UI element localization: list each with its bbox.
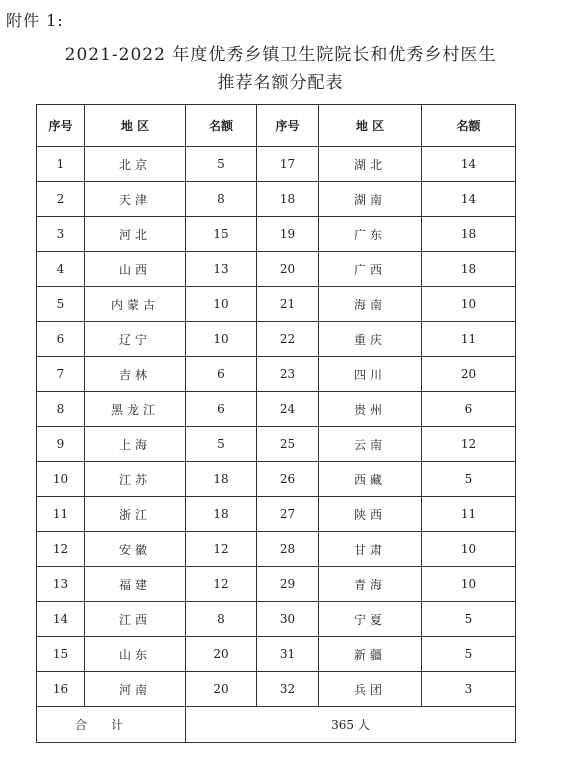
quota-value: 6 xyxy=(186,392,257,427)
quota-value: 12 xyxy=(186,567,257,602)
quota-value: 20 xyxy=(422,357,516,392)
quota-value: 8 xyxy=(186,182,257,217)
quota-value: 5 xyxy=(422,602,516,637)
total-label: 合计 xyxy=(37,707,186,743)
row-index: 3 xyxy=(37,217,85,252)
region-name: 贵州 xyxy=(319,392,422,427)
quota-value: 18 xyxy=(422,252,516,287)
region-name: 吉林 xyxy=(85,357,186,392)
table-row xyxy=(37,147,516,182)
row-index: 11 xyxy=(37,497,85,532)
region-name: 湖南 xyxy=(319,182,422,217)
total-value: 365 人 xyxy=(186,707,516,743)
row-index: 12 xyxy=(37,532,85,567)
region-name: 海南 xyxy=(319,287,422,322)
quota-value: 11 xyxy=(422,497,516,532)
table-row xyxy=(37,672,516,707)
quota-value: 14 xyxy=(422,182,516,217)
row-index: 16 xyxy=(37,672,85,707)
table-row xyxy=(37,217,516,252)
row-index: 22 xyxy=(257,322,319,357)
table-header-row xyxy=(37,105,516,147)
row-index: 17 xyxy=(257,147,319,182)
row-index: 9 xyxy=(37,427,85,462)
region-name: 河北 xyxy=(85,217,186,252)
header-index: 序号 xyxy=(257,105,319,147)
quota-value: 10 xyxy=(422,567,516,602)
region-name: 陕西 xyxy=(319,497,422,532)
region-name: 内蒙古 xyxy=(85,287,186,322)
quota-value: 10 xyxy=(186,322,257,357)
quota-value: 5 xyxy=(186,147,257,182)
quota-value: 10 xyxy=(186,287,257,322)
row-index: 24 xyxy=(257,392,319,427)
quota-value: 6 xyxy=(422,392,516,427)
region-name: 浙江 xyxy=(85,497,186,532)
row-index: 21 xyxy=(257,287,319,322)
row-index: 23 xyxy=(257,357,319,392)
region-name: 广西 xyxy=(319,252,422,287)
row-index: 6 xyxy=(37,322,85,357)
row-index: 13 xyxy=(37,567,85,602)
row-index: 25 xyxy=(257,427,319,462)
quota-value: 5 xyxy=(422,462,516,497)
region-name: 兵团 xyxy=(319,672,422,707)
document-title: 2021-2022 年度优秀乡镇卫生院院长和优秀乡村医生 xyxy=(64,45,497,65)
quota-value: 10 xyxy=(422,287,516,322)
header-region: 地 区 xyxy=(319,105,422,147)
header-region: 地 区 xyxy=(85,105,186,147)
table-row xyxy=(37,392,516,427)
quota-value: 18 xyxy=(186,497,257,532)
quota-value: 18 xyxy=(186,462,257,497)
row-index: 2 xyxy=(37,182,85,217)
region-name: 天津 xyxy=(85,182,186,217)
row-index: 20 xyxy=(257,252,319,287)
total-row xyxy=(37,707,516,743)
quota-value: 8 xyxy=(186,602,257,637)
region-name: 山东 xyxy=(85,637,186,672)
region-name: 西藏 xyxy=(319,462,422,497)
table-row xyxy=(37,427,516,462)
table-row xyxy=(37,602,516,637)
table-row xyxy=(37,532,516,567)
quota-value: 11 xyxy=(422,322,516,357)
quota-value: 5 xyxy=(422,637,516,672)
region-name: 宁夏 xyxy=(319,602,422,637)
quota-value: 20 xyxy=(186,637,257,672)
region-name: 广东 xyxy=(319,217,422,252)
region-name: 北京 xyxy=(85,147,186,182)
quota-value: 13 xyxy=(186,252,257,287)
region-name: 福建 xyxy=(85,567,186,602)
table-row xyxy=(37,322,516,357)
quota-value: 5 xyxy=(186,427,257,462)
region-name: 四川 xyxy=(319,357,422,392)
header-quota: 名额 xyxy=(186,105,257,147)
region-name: 新疆 xyxy=(319,637,422,672)
quota-value: 10 xyxy=(422,532,516,567)
table-row xyxy=(37,252,516,287)
row-index: 18 xyxy=(257,182,319,217)
region-name: 山西 xyxy=(85,252,186,287)
region-name: 上海 xyxy=(85,427,186,462)
row-index: 27 xyxy=(257,497,319,532)
quota-value: 14 xyxy=(422,147,516,182)
row-index: 7 xyxy=(37,357,85,392)
header-quota: 名额 xyxy=(422,105,516,147)
table-row xyxy=(37,182,516,217)
row-index: 14 xyxy=(37,602,85,637)
row-index: 26 xyxy=(257,462,319,497)
quota-value: 20 xyxy=(186,672,257,707)
quota-value: 6 xyxy=(186,357,257,392)
table-row xyxy=(37,637,516,672)
document-subtitle: 推荐名额分配表 xyxy=(217,73,344,93)
row-index: 4 xyxy=(37,252,85,287)
row-index: 10 xyxy=(37,462,85,497)
region-name: 江苏 xyxy=(85,462,186,497)
row-index: 15 xyxy=(37,637,85,672)
row-index: 5 xyxy=(37,287,85,322)
quota-value: 12 xyxy=(422,427,516,462)
region-name: 江西 xyxy=(85,602,186,637)
quota-value: 18 xyxy=(422,217,516,252)
row-index: 1 xyxy=(37,147,85,182)
region-name: 青海 xyxy=(319,567,422,602)
quota-value: 12 xyxy=(186,532,257,567)
row-index: 32 xyxy=(257,672,319,707)
row-index: 29 xyxy=(257,567,319,602)
header-index: 序号 xyxy=(37,105,85,147)
table-row xyxy=(37,497,516,532)
row-index: 31 xyxy=(257,637,319,672)
quota-value: 3 xyxy=(422,672,516,707)
quota-allocation-table xyxy=(36,104,516,743)
table-row xyxy=(37,567,516,602)
region-name: 甘肃 xyxy=(319,532,422,567)
table-row xyxy=(37,357,516,392)
region-name: 云南 xyxy=(319,427,422,462)
row-index: 28 xyxy=(257,532,319,567)
region-name: 河南 xyxy=(85,672,186,707)
region-name: 湖北 xyxy=(319,147,422,182)
region-name: 辽宁 xyxy=(85,322,186,357)
row-index: 19 xyxy=(257,217,319,252)
row-index: 30 xyxy=(257,602,319,637)
quota-value: 15 xyxy=(186,217,257,252)
region-name: 黑龙江 xyxy=(85,392,186,427)
table-row xyxy=(37,462,516,497)
region-name: 重庆 xyxy=(319,322,422,357)
table-row xyxy=(37,287,516,322)
attachment-label: 附件 1: xyxy=(6,11,64,30)
row-index: 8 xyxy=(37,392,85,427)
region-name: 安徽 xyxy=(85,532,186,567)
